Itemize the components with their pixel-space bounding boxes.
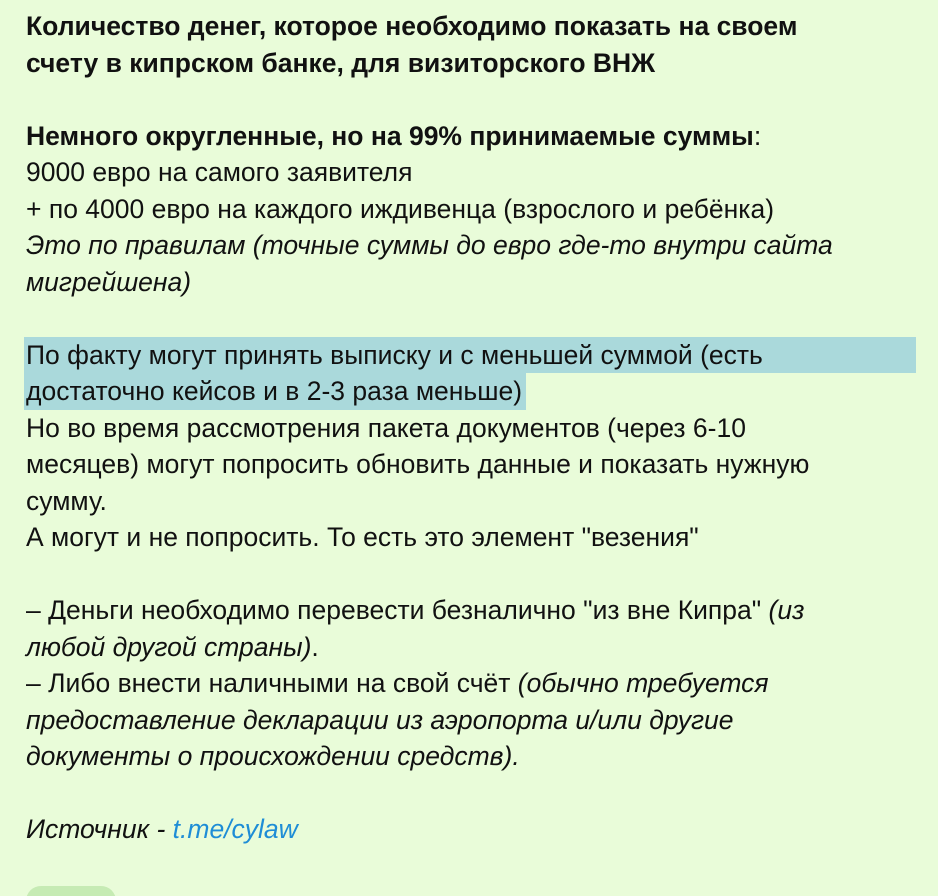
transfer-line-1: [26, 592, 916, 629]
transfer-note-end: любой другой страны): [26, 631, 312, 662]
source-line: [26, 811, 916, 848]
spacer: [26, 81, 916, 118]
transfer-note-start: (из: [768, 595, 805, 625]
cash-text: – Либо внести наличными на свой счёт: [26, 668, 518, 698]
subtitle-bold: Немного округленные, но на 99% принимаемые суммы: [26, 120, 754, 151]
spacer: [26, 300, 916, 337]
dependent-amount-line: + по 4000 евро на каждого иждивенца (взрослого и ребёнка): [26, 193, 775, 224]
message-title-line-2: счету в кипрском банке, для визиторского ВНЖ: [26, 47, 656, 78]
transfer-period: .: [311, 631, 319, 662]
reaction-chip[interactable]: [26, 886, 116, 896]
review-line-3: сумму.: [26, 485, 107, 516]
message-title-line-1: Количество денег, которое необходимо показать на своем: [26, 11, 798, 41]
review-line-2: месяцев) могут попросить обновить данные и показать нужную: [26, 449, 810, 479]
spacer: [26, 556, 916, 593]
source-label: Источник -: [26, 814, 173, 844]
review-line-1: Но во время рассмотрения пакета документов (через 6-10: [26, 412, 746, 443]
subtitle-line: [26, 118, 916, 155]
source-link[interactable]: t.me/cylaw: [172, 814, 298, 844]
transfer-text: – Деньги необходимо перевести безналично "из вне Кипра": [26, 595, 769, 625]
transfer-line-2: [26, 629, 916, 666]
spacer: [26, 775, 916, 812]
cash-line-1: [26, 665, 916, 702]
highlighted-text-line-1: По факту могут принять выписку и с меньшей суммой (есть: [24, 337, 916, 374]
rules-note-line-2: мигрейшена): [26, 266, 192, 297]
highlighted-text-line-2: достаточно кейсов и в 2-3 раза меньше): [24, 373, 526, 410]
cash-note-start: (обычно требуется: [517, 668, 769, 698]
luck-line: А могут и не попросить. То есть это элемент "везения": [26, 522, 699, 552]
subtitle-colon: :: [753, 120, 762, 151]
applicant-amount-line: 9000 евро на самого заявителя: [26, 157, 413, 187]
cash-line-3: документы о происхождении средств).: [26, 741, 520, 771]
rules-note-line-1: Это по правилам (точные суммы до евро где-то внутри сайта: [26, 230, 833, 260]
cash-line-2: предоставление декларации из аэропорта и/или другие: [26, 704, 734, 735]
